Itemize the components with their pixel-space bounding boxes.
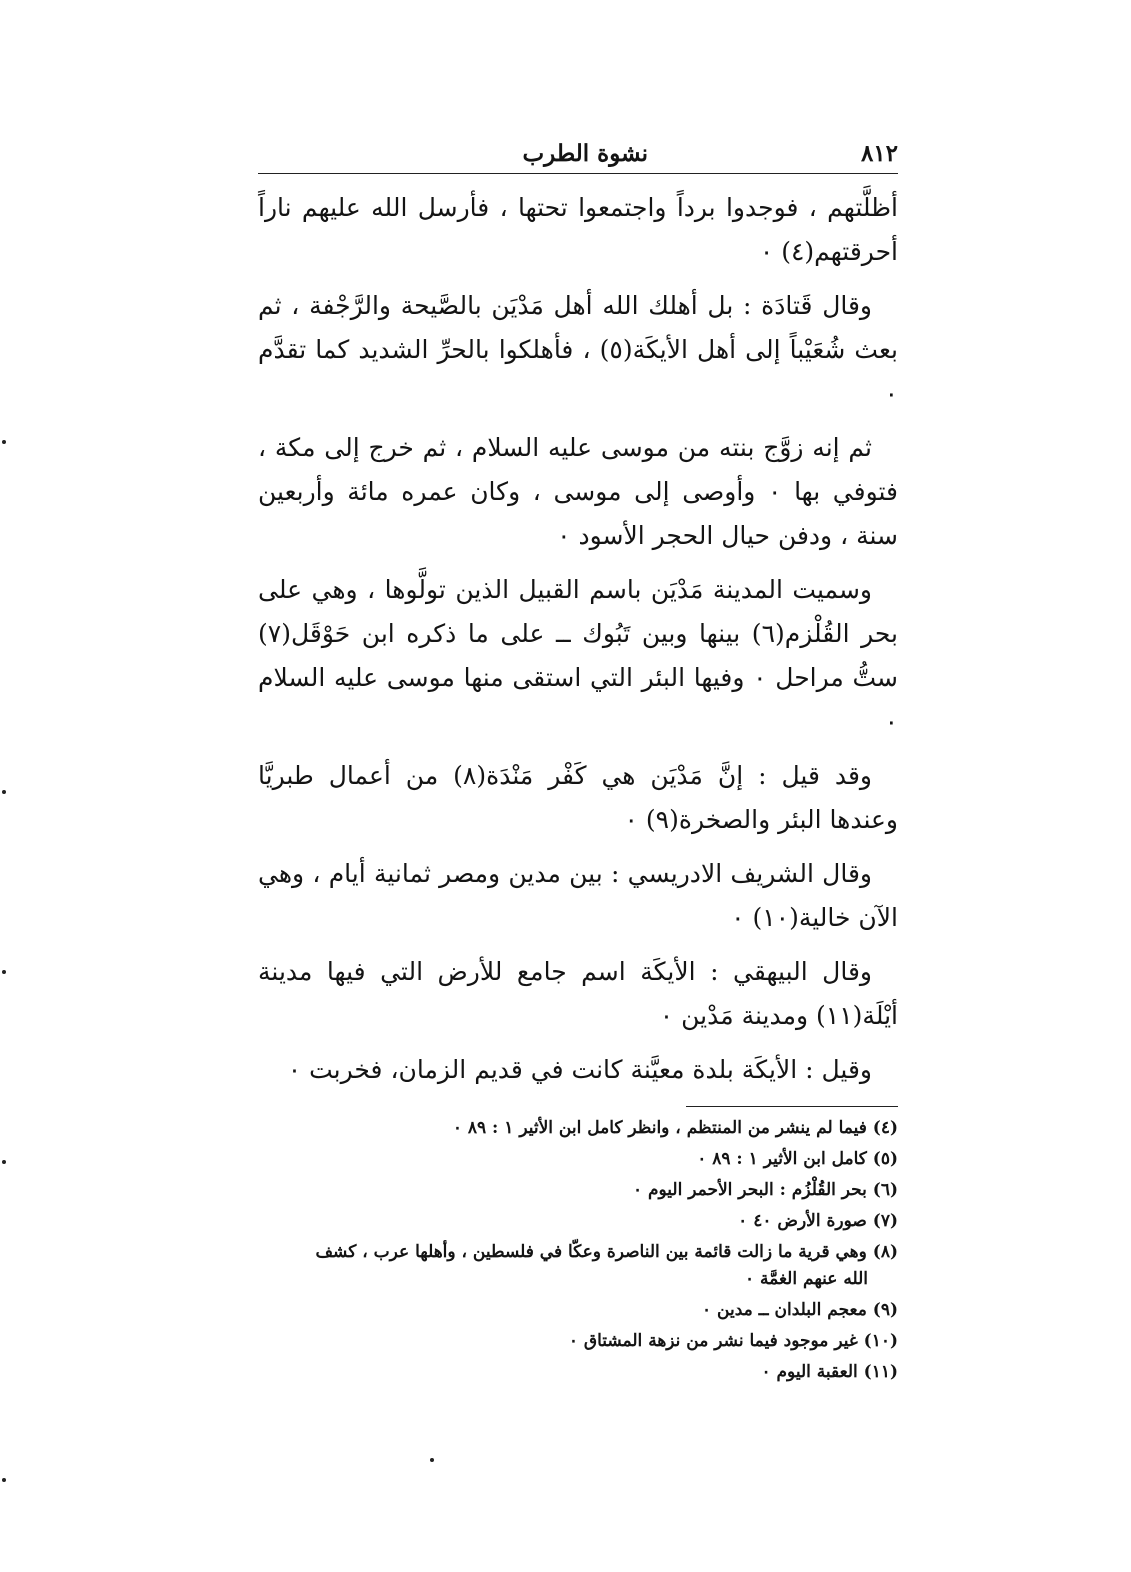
footnote: (١١) العقبة اليوم ٠ (761, 1362, 898, 1382)
scan-speck (2, 790, 6, 794)
footnotes (298, 1106, 898, 1386)
header-rule (258, 173, 898, 174)
scan-speck (2, 970, 6, 974)
paragraph: وقال البيهقي : الأيكَة اسم جامع للأرض التي فيها مدينة أيْلَة(١١) ومدينة مَدْين ٠ (258, 957, 898, 1030)
footnote: (٤) فيما لم ينشر من المنتظم ، وانظر كامل ابن الأثير ١ : ٨٩ ٠ (452, 1118, 898, 1138)
paragraph: وقال قَتادَة : بل أهلك الله أهل مَدْيَن بالصَّيحة والرَّجْفة ، ثم بعث شُعَيْباً إلى أهل الأيكَة(٥) ، فأهلكوا بالحرِّ الشديد كما تقدَّم ٠ (258, 291, 898, 408)
scan-speck (2, 440, 6, 444)
footnote: (٧) صورة الأرض ٤٠ ٠ (738, 1211, 898, 1231)
scan-speck (2, 1160, 6, 1164)
running-head (258, 140, 898, 174)
paragraph: وقد قيل : إنَّ مَدْيَن هي كَفْر مَنْدَة(٨) من أعمال طبريَّا وعندها البئر والصخرة(٩) ٠ (258, 761, 898, 834)
footnote-rule (686, 1106, 898, 1107)
paragraph: وسميت المدينة مَدْيَن باسم القبيل الذين تولَّوها ، وهي على بحر القُلْزم(٦) بينها وبين تَبُوك ــ على ما ذكره ابن حَوْقَل(٧) ستُّ مراحل ٠ وفيها البئر التي استقى منها موسى عليه السلام ٠ (258, 575, 898, 736)
footnote: (٩) معجم البلدان ــ مدين ٠ (701, 1300, 898, 1320)
paragraph: وقيل : الأيكَة بلدة معيَّنة كانت في قديم الزمان، فخربت ٠ (287, 1055, 872, 1084)
scan-speck (2, 1478, 6, 1482)
paragraph: أظلَّتهم ، فوجدوا برداً واجتمعوا تحتها ، فأرسل الله عليهم ناراً أحرقتهم(٤) ٠ (258, 193, 898, 266)
footnote: (٦) بحر القُلْزُم : البحر الأحمر اليوم ٠ (632, 1180, 898, 1200)
book-page (258, 140, 898, 1390)
running-title: نشوة الطرب (522, 140, 648, 167)
scan-speck (430, 1458, 434, 1462)
paragraph: ثم إنه زوَّج بنته من موسى عليه السلام ، ثم خرج إلى مكة ، فتوفي بها ٠ وأوصى إلى موسى ، وكان عمره مائة وأربعين سنة ، ودفن حيال الحجر الأسود ٠ (258, 433, 898, 550)
body-text (258, 186, 898, 1092)
footnote: (١٠) غير موجود فيما نشر من نزهة المشتاق ٠ (568, 1331, 898, 1351)
footnote: (٥) كامل ابن الأثير ١ : ٨٩ ٠ (697, 1149, 898, 1169)
paragraph: وقال الشريف الادريسي : بين مدين ومصر ثمانية أيام ، وهي الآن خالية(١٠) ٠ (258, 859, 898, 932)
footnote: (٨) وهي قرية ما زالت قائمة بين الناصرة وعكّا في فلسطين ، وأهلها عرب ، كشف الله عنهم الغمَّة ٠ (315, 1242, 898, 1289)
page-number: ٨١٢ (860, 140, 898, 167)
